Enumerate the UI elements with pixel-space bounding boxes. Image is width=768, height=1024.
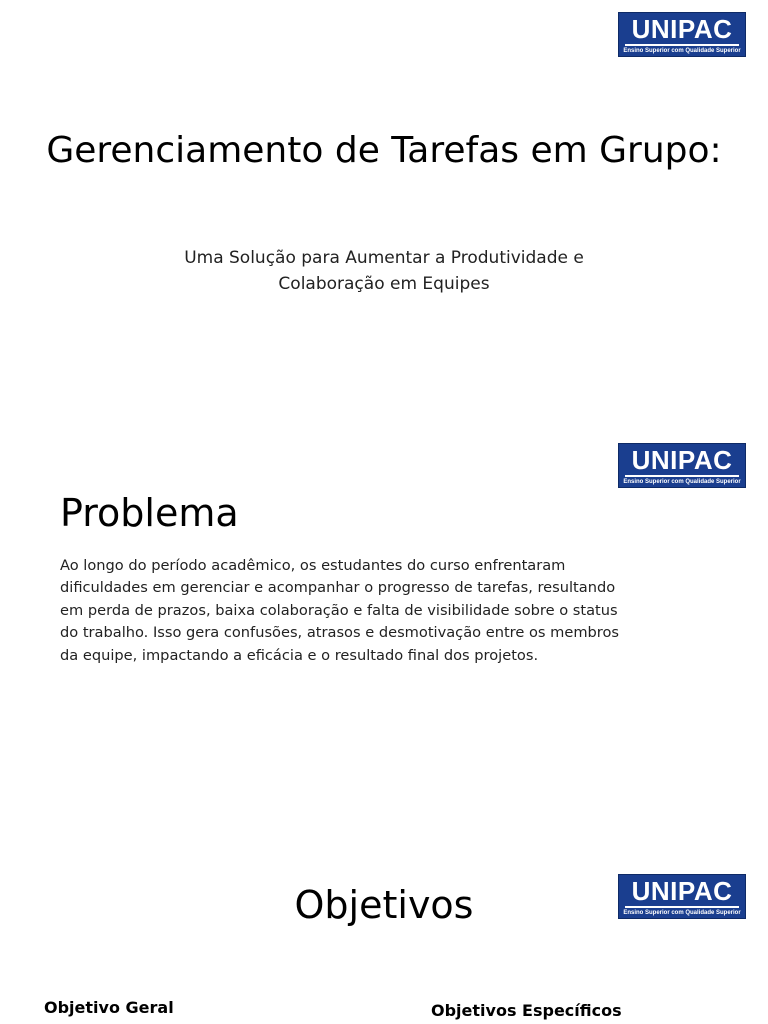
problem-heading: Problema [60, 491, 239, 535]
unipac-logo [618, 443, 746, 488]
logo-tagline: Ensino Superior com Qualidade Superior [623, 48, 741, 54]
page-title: Gerenciamento de Tarefas em Grupo: [46, 130, 722, 171]
unipac-logo [618, 12, 746, 57]
page-subtitle: Uma Solução para Aumentar a Produtividade e Colaboração em Equipes [184, 248, 584, 294]
logo-wordmark: UNIPAC [631, 445, 733, 475]
problem-body: Ao longo do período acadêmico, os estudantes do curso enfrentaram dificuldades em gerenciar e acompanhar o progresso de tarefas, resultando em perda de prazos, baixa colaboração e falta de visibilidade sobre o status do trabalho. Isso gera confusões, atrasos e desmotivação entre os membros da equipe, impactando a eficácia e o resultado final dos projetos. [60, 557, 620, 664]
unipac-logo [618, 874, 746, 919]
logo-tagline: Ensino Superior com Qualidade Superior [623, 479, 741, 485]
specific-objectives-heading: Objetivos Específicos [431, 1001, 622, 1020]
logo-tagline: Ensino Superior com Qualidade Superior [623, 910, 741, 916]
general-objective-heading: Objetivo Geral [44, 998, 174, 1017]
objectives-heading: Objetivos [294, 883, 474, 927]
logo-wordmark: UNIPAC [631, 876, 733, 906]
logo-wordmark: UNIPAC [631, 14, 733, 44]
